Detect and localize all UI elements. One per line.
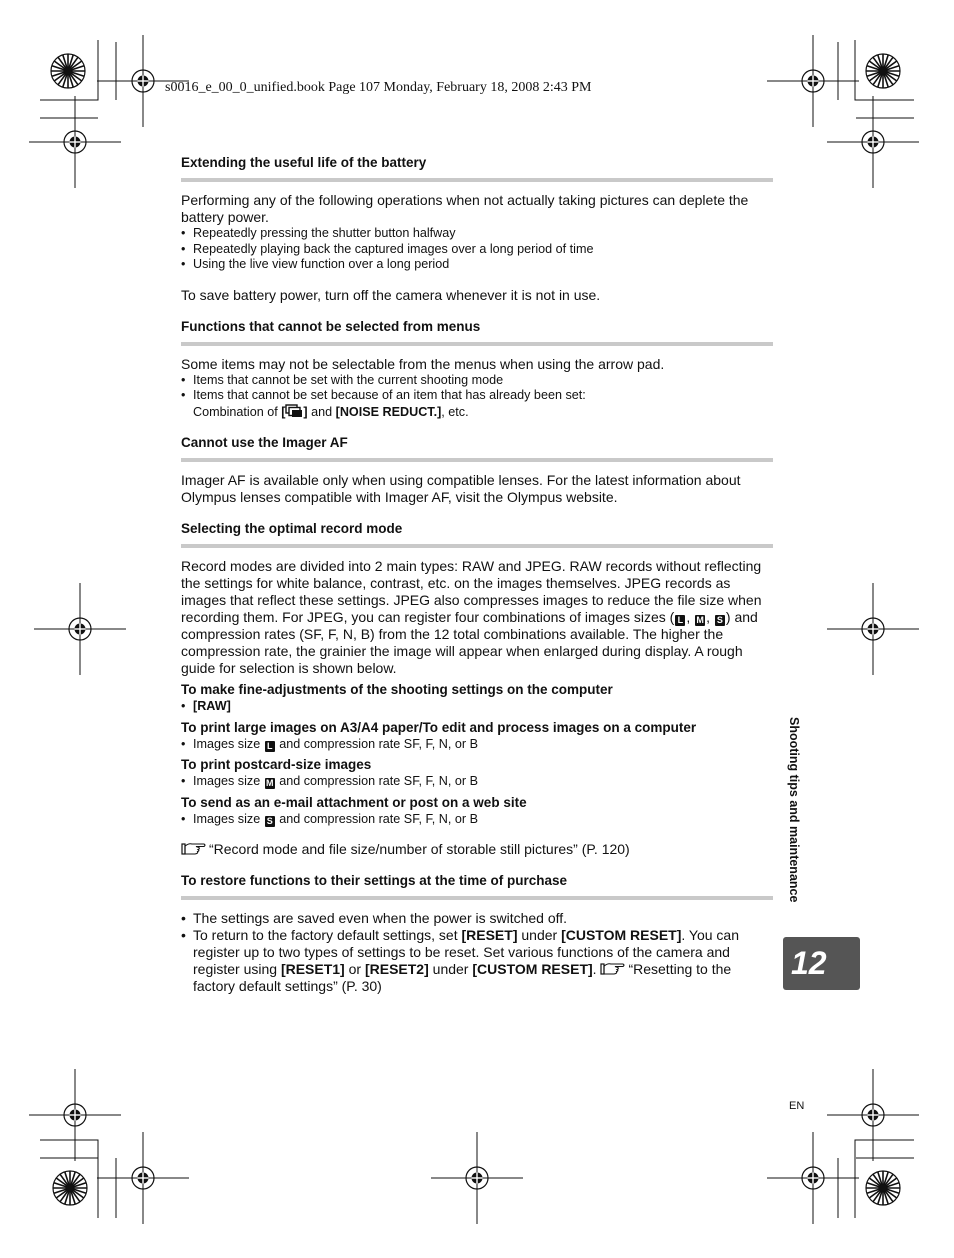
reference-text: “Resetting to the factory default settings” (P. 30) [193, 961, 732, 994]
size-middle-icon: M [265, 778, 274, 788]
list-item: • Using the live view function over a long period [181, 257, 773, 273]
battery-bullets [181, 226, 773, 273]
size-large-icon: L [265, 741, 275, 752]
item-suffix: and compression rate SF, F, N, or B [275, 736, 478, 751]
period-text: . [592, 961, 601, 977]
section-title-record: Selecting the optimal record mode [181, 521, 403, 536]
list-item-text: Items that cannot be set because of an item that has already been set: [193, 388, 586, 402]
combo-prefix: Combination of [193, 404, 282, 419]
side-tab-label: Shooting tips and maintenance [787, 717, 801, 903]
reset1-label: [RESET1] [280, 961, 345, 977]
custom-reset-label: [CUSTOM RESET] [472, 961, 593, 977]
section-title-restore: To restore functions to their settings at the time of purchase [181, 873, 568, 888]
language-code: EN [789, 1100, 805, 1112]
size-middle-icon: M [696, 615, 704, 625]
list-item: • Repeatedly playing back the captured images over a long period of time [181, 242, 773, 258]
list-item [181, 699, 773, 715]
item-suffix: and compression rate SF, F, N, or B [275, 774, 478, 788]
combo-etc: , etc. [441, 404, 469, 419]
reset-label: [RESET] [461, 927, 518, 943]
case-raw-heading: To make fine-adjustments of the shooting settings on the computer [181, 682, 613, 697]
section-rule [181, 178, 773, 182]
restore-text-b: . You can register up to two types of settings to be reset. Set various functions of the camera and register using [193, 927, 740, 977]
combo-close-bracket: ] [303, 404, 308, 419]
case-large-list [181, 737, 773, 753]
imager-body: Imager AF is available only when using compatible lenses. For the latest information about Olympus lenses compatible with Imager AF, visit the Olympus website. [181, 472, 741, 505]
separator: , [706, 609, 714, 625]
battery-outro: To save battery power, turn off the camera whenever it is not in use. [181, 286, 601, 303]
separator: , [686, 609, 695, 625]
reference-text: “Record mode and file size/number of storable still pictures” (P. 120) [209, 841, 630, 857]
menus-bullets [181, 373, 773, 421]
size-small-icon: S [716, 615, 723, 625]
section-title-menus: Functions that cannot be selected from menus [181, 318, 481, 334]
custom-reset-label: [CUSTOM RESET] [561, 927, 682, 943]
menus-intro: Some items may not be selectable from the menus when using the arrow pad. [181, 355, 665, 372]
under-text: under [428, 961, 473, 977]
chapter-number-tab: 12 [783, 937, 860, 990]
under-text: under [517, 927, 562, 943]
section-rule [181, 458, 773, 462]
list-item: • Repeatedly pressing the shutter button halfway [181, 226, 773, 242]
battery-intro: Performing any of the following operations when not actually taking pictures can deplete the battery power. [181, 192, 749, 225]
restore-bullets [181, 910, 773, 995]
combo-and: and [307, 404, 336, 419]
size-small-icon: S [266, 815, 273, 826]
record-body-b: ) and compression rates (SF, F, N, B) from the 12 total combinations available. The higher the compression rate, the grainier the image will appear when enlarged during display. A rough guide for selection is shown below. [181, 609, 758, 676]
case-email-heading: To send as an e-mail attachment or post on a web site [181, 794, 527, 810]
record-body [181, 558, 773, 677]
raw-label: [RAW] [193, 699, 231, 713]
case-large-heading: To print large images on A3/A4 paper/To edit and process images on a computer [181, 719, 697, 735]
record-reference [181, 841, 773, 858]
sequential-shooting-icon [285, 404, 303, 418]
section-title-battery: Extending the useful life of the battery [181, 155, 427, 170]
case-postcard-heading: To print postcard-size images [181, 757, 372, 772]
reset2-label: [RESET2] [364, 961, 429, 977]
section-rule [181, 544, 773, 548]
list-item [181, 737, 773, 753]
case-postcard-list [181, 774, 773, 790]
item-prefix: Images size [193, 736, 264, 751]
list-item [181, 388, 773, 420]
list-item: • The settings are saved even when the power is switched off. [181, 910, 773, 927]
list-item [181, 927, 773, 995]
case-raw-list [181, 699, 773, 715]
noise-reduct-label: [NOISE REDUCT.] [335, 404, 442, 419]
restore-text-a: To return to the factory default settings, set [193, 927, 462, 943]
item-prefix: Images size [193, 774, 264, 788]
record-body-a: Record modes are divided into 2 main types: RAW and JPEG. RAW records without reflecting the settings for white balance, contrast, etc. on the images themselves. JPEG records as images that reflect these settings. JPEG also compresses images to reduce the file size when recording them. For JPEG, you can register four combinations of images sizes ( [181, 558, 762, 625]
section-rule [181, 896, 773, 900]
print-header: s0016_e_00_0_unified.book Page 107 Monday, February 18, 2008 2:43 PM [165, 80, 592, 95]
item-suffix: and compression rate SF, F, N, or B [275, 811, 478, 826]
list-item [181, 774, 773, 790]
pointing-hand-icon [600, 962, 626, 976]
side-tab [783, 717, 803, 932]
section-rule [181, 342, 773, 346]
combo-open-bracket: [ [281, 404, 286, 419]
case-email-list [181, 812, 773, 828]
list-item [181, 812, 773, 828]
item-prefix: Images size [193, 811, 264, 826]
section-title-imager: Cannot use the Imager AF [181, 435, 348, 450]
size-large-icon: L [675, 615, 685, 626]
page-content [181, 154, 773, 995]
list-item: • Items that cannot be set with the current shooting mode [181, 373, 773, 389]
pointing-hand-icon [181, 842, 207, 856]
or-text: or [344, 961, 365, 977]
